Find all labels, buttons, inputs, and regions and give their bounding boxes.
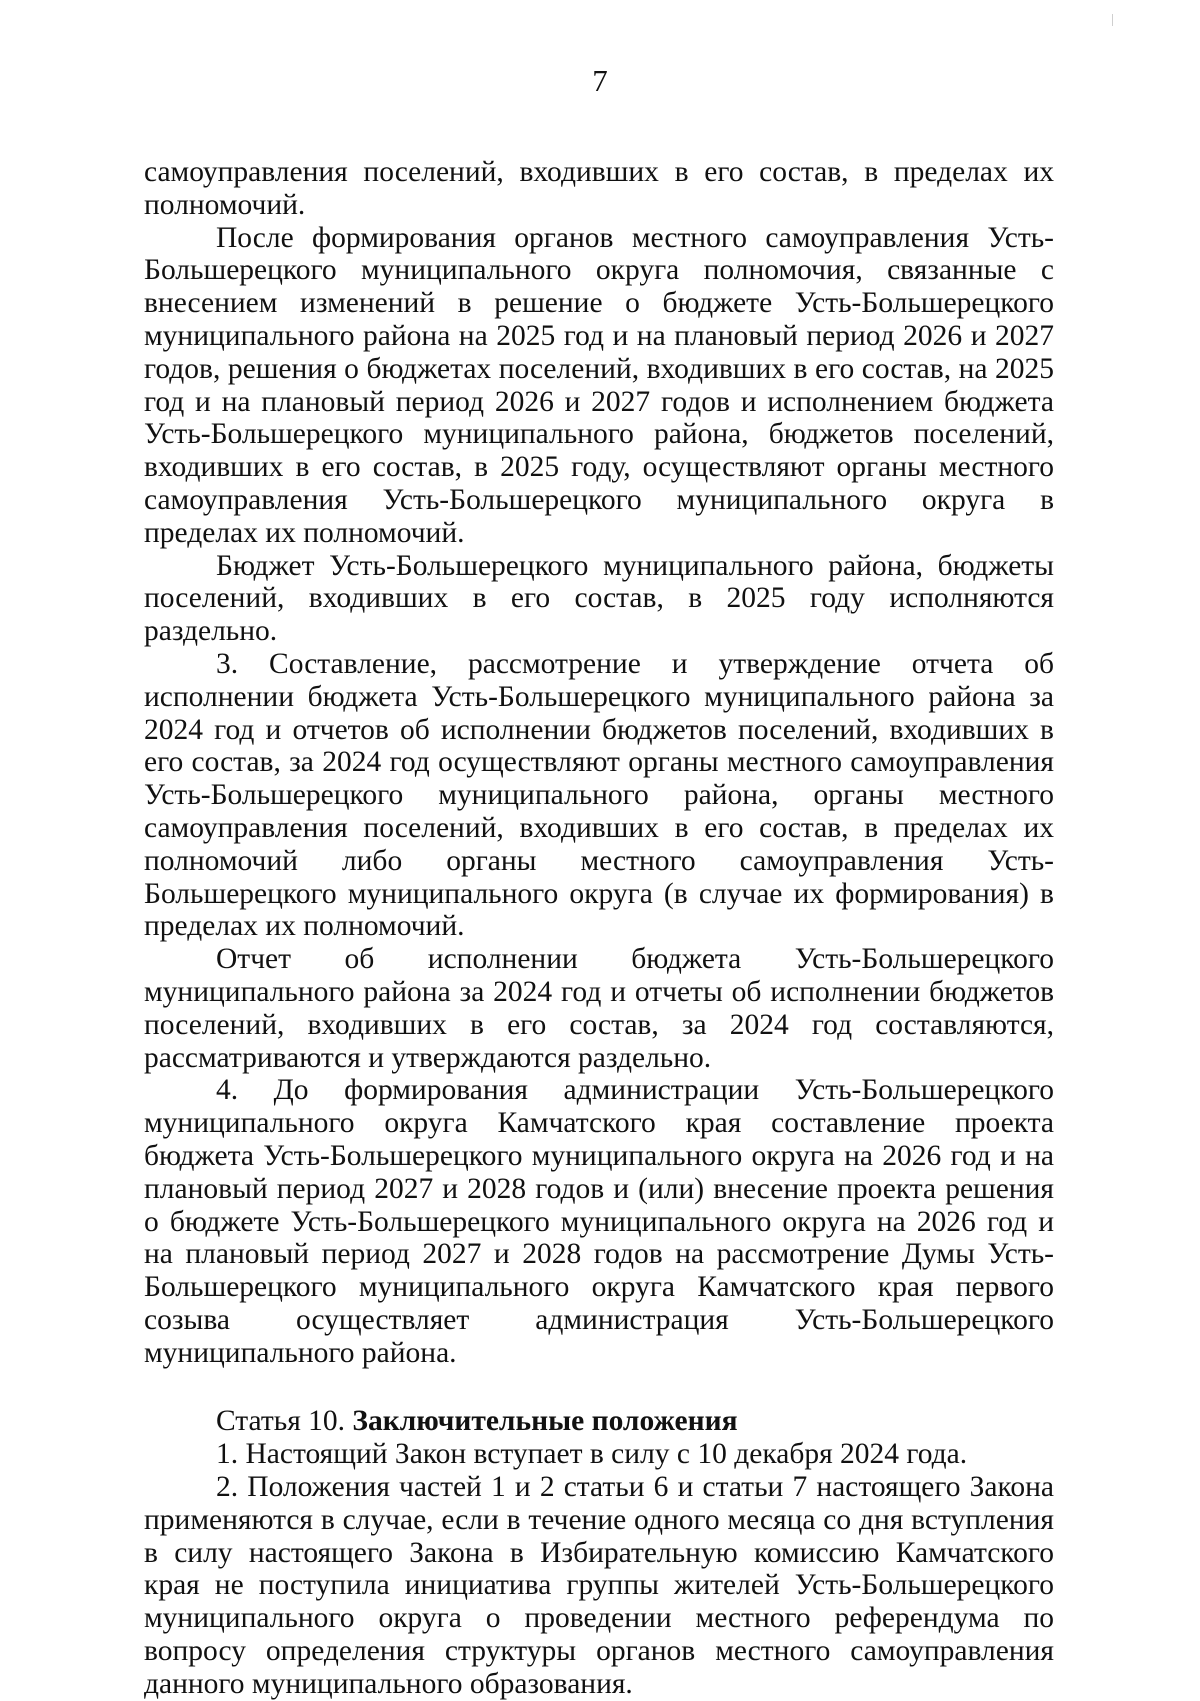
section-gap [144,1369,1054,1405]
paragraph: Бюджет Усть-Большерецкого муниципального района, бюджеты поселений, входивших в его состав, в 2025 году исполняются раздельно. [144,549,1054,648]
article-heading [144,1405,1054,1438]
page-number: 7 [592,63,608,98]
article-label: Статья 10. [216,1405,346,1438]
paragraph-continuation: самоуправления поселений, входивших в его состав, в пределах их полномочий. [144,156,1054,221]
document-body [144,156,1054,1701]
paragraph: Отчет об исполнении бюджета Усть-Большерецкого муниципального района за 2024 год и отчеты об исполнении бюджетов поселений, входивших в его состав, за 2024 год составляются, рассматриваются и утверждаются раздельно. [144,943,1054,1074]
scan-mark [1112,14,1113,26]
article-paragraph: 2. Положения частей 1 и 2 статьи 6 и статьи 7 настоящего Закона применяются в случае, если в течение одного месяца со дня вступления в силу настоящего Закона в Избирательную комиссию Камчатского края не поступила инициатива группы жителей Усть-Большерецкого муниципального округа о проведении местного референдума по вопросу определения структуры органов местного самоуправления данного муниципального образования. [144,1471,1054,1700]
paragraph: После формирования органов местного самоуправления Усть-Большерецкого муниципального округа полномочия, связанные с внесением изменений в решение о бюджете Усть-Большерецкого муниципального района на 2025 год и на плановый период 2026 и 2027 годов, решения о бюджетах поселений, входивших в его состав, на 2025 год и на плановый период 2026 и 2027 годов и исполнением бюджета Усть-Большерецкого муниципального района, бюджетов поселений, входивших в его состав, в 2025 году, осуществляют органы местного самоуправления Усть-Большерецкого муниципального округа в пределах их полномочий. [144,221,1054,549]
article-title: Заключительные положения [352,1405,738,1438]
paragraph: 3. Составление, рассмотрение и утверждение отчета об исполнении бюджета Усть-Большерецкого муниципального района за 2024 год и отчетов об исполнении бюджетов поселений, входивших в его состав, за 2024 год осуществляют органы местного самоуправления Усть-Большерецкого муниципального района, органы местного самоуправления поселений, входивших в его состав, в пределах их полномочий либо органы местного самоуправления Усть-Большерецкого муниципального округа (в случае их формирования) в пределах их полномочий. [144,647,1054,943]
paragraph: 4. До формирования администрации Усть-Большерецкого муниципального округа Камчатского края составление проекта бюджета Усть-Большерецкого муниципального округа на 2026 год и на плановый период 2027 и 2028 годов и (или) внесение проекта решения о бюджете Усть-Большерецкого муниципального округа на 2026 год и на плановый период 2027 и 2028 годов на рассмотрение Думы Усть-Большерецкого муниципального округа Камчатского края первого созыва осуществляет администрация Усть-Большерецкого муниципального района. [144,1074,1054,1369]
article-paragraph: 1. Настоящий Закон вступает в силу с 10 декабря 2024 года. [216,1438,968,1471]
